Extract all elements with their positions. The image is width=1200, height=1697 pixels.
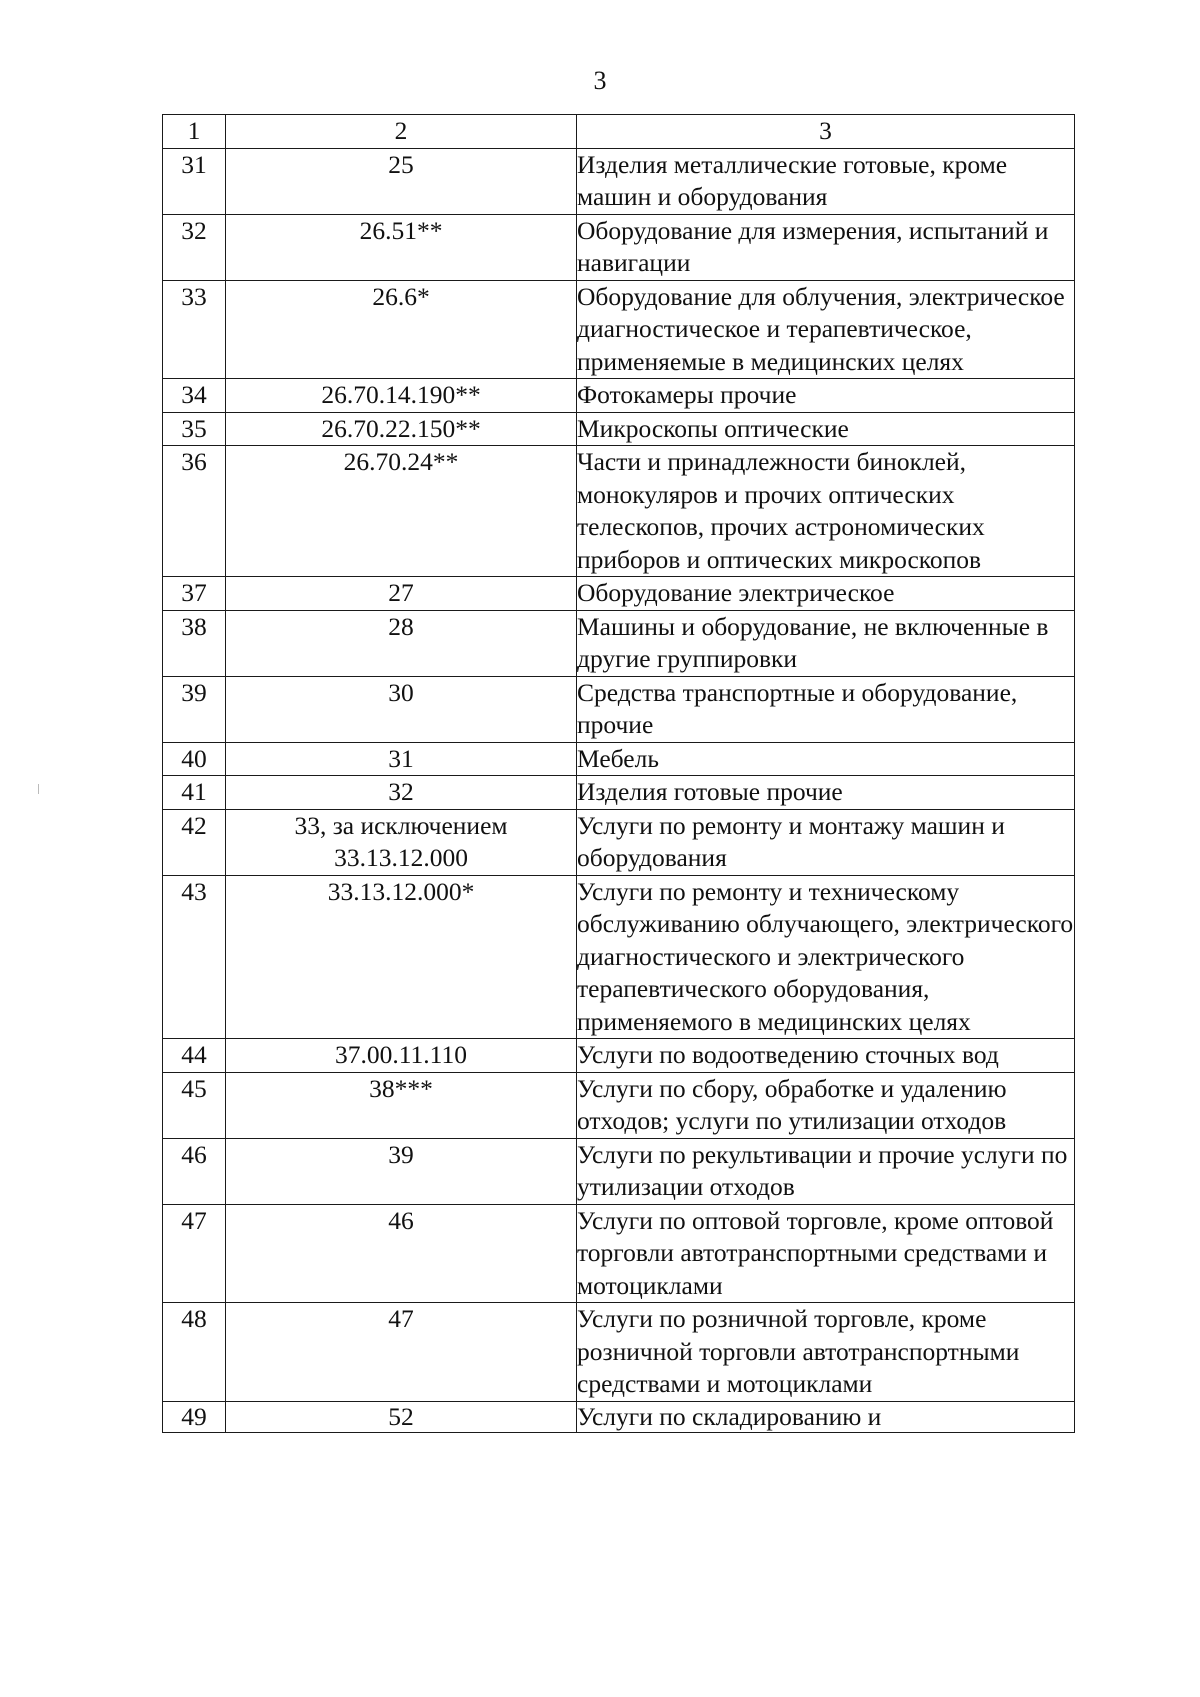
row-code: 33.13.12.000* [226, 875, 577, 1039]
scan-artifact [38, 784, 39, 794]
row-description: Услуги по оптовой торговле, кроме оптовой торговли автотранспортными средствами и мотоциклами [577, 1204, 1075, 1303]
row-code: 26.6* [226, 280, 577, 379]
row-code: 52 [226, 1401, 577, 1432]
row-description: Услуги по ремонту и монтажу машин и оборудования [577, 809, 1075, 875]
table-row [163, 412, 1075, 446]
row-code: 27 [226, 577, 577, 611]
row-number: 38 [163, 610, 226, 676]
row-number: 35 [163, 412, 226, 446]
row-number: 36 [163, 446, 226, 577]
row-number: 42 [163, 809, 226, 875]
table-row [163, 1039, 1075, 1073]
row-description: Части и принадлежности биноклей, монокуляров и прочих оптических телескопов, прочих астрономических приборов и оптических микроскопов [577, 446, 1075, 577]
row-number: 37 [163, 577, 226, 611]
row-description: Фотокамеры прочие [577, 379, 1075, 413]
row-number: 44 [163, 1039, 226, 1073]
row-code: 37.00.11.110 [226, 1039, 577, 1073]
row-description: Услуги по рекультивации и прочие услуги по утилизации отходов [577, 1138, 1075, 1204]
table-row [163, 676, 1075, 742]
row-code: 30 [226, 676, 577, 742]
page-number: 3 [593, 66, 607, 95]
row-description: Оборудование для облучения, электрическое диагностическое и терапевтическое, применяемые в медицинских целях [577, 280, 1075, 379]
row-description: Изделия металлические готовые, кроме машин и оборудования [577, 148, 1075, 214]
header-cell-code: 2 [226, 115, 577, 149]
row-description: Услуги по ремонту и техническому обслуживанию облучающего, электрического диагностического и электрического терапевтического оборудования, применяемого в медицинских целях [577, 875, 1075, 1039]
row-number: 41 [163, 776, 226, 810]
row-number: 31 [163, 148, 226, 214]
row-description: Услуги по водоотведению сточных вод [577, 1039, 1075, 1073]
row-code: 33, за исключением 33.13.12.000 [226, 809, 577, 875]
table-row [163, 1303, 1075, 1402]
row-number: 49 [163, 1401, 226, 1432]
row-description: Оборудование для измерения, испытаний и навигации [577, 214, 1075, 280]
row-code: 46 [226, 1204, 577, 1303]
row-description: Услуги по складированию и [577, 1401, 1075, 1432]
row-number: 33 [163, 280, 226, 379]
header-cell-desc: 3 [577, 115, 1075, 149]
row-description: Услуги по сбору, обработке и удалению отходов; услуги по утилизации отходов [577, 1072, 1075, 1138]
table-row [163, 148, 1075, 214]
classification-table [162, 114, 1075, 1433]
table-row [163, 1204, 1075, 1303]
row-code: 32 [226, 776, 577, 810]
row-code: 26.70.24** [226, 446, 577, 577]
row-number: 43 [163, 875, 226, 1039]
table-row [163, 742, 1075, 776]
row-number: 39 [163, 676, 226, 742]
table-row [163, 577, 1075, 611]
row-number: 40 [163, 742, 226, 776]
table-row [163, 809, 1075, 875]
row-number: 46 [163, 1138, 226, 1204]
row-description: Услуги по розничной торговле, кроме розничной торговли автотранспортными средствами и мотоциклами [577, 1303, 1075, 1402]
table-row [163, 280, 1075, 379]
row-code: 28 [226, 610, 577, 676]
row-description: Мебель [577, 742, 1075, 776]
row-code: 26.70.14.190** [226, 379, 577, 413]
row-code: 26.70.22.150** [226, 412, 577, 446]
table-row [163, 875, 1075, 1039]
table-row [163, 379, 1075, 413]
row-code: 31 [226, 742, 577, 776]
row-description: Машины и оборудование, не включенные в другие группировки [577, 610, 1075, 676]
table-row [163, 446, 1075, 577]
row-code: 47 [226, 1303, 577, 1402]
row-code: 39 [226, 1138, 577, 1204]
row-number: 45 [163, 1072, 226, 1138]
table-row [163, 214, 1075, 280]
row-description: Средства транспортные и оборудование, прочие [577, 676, 1075, 742]
row-number: 48 [163, 1303, 226, 1402]
row-number: 32 [163, 214, 226, 280]
header-cell-num: 1 [163, 115, 226, 149]
row-number: 34 [163, 379, 226, 413]
row-description: Оборудование электрическое [577, 577, 1075, 611]
row-code: 25 [226, 148, 577, 214]
table-row [163, 1138, 1075, 1204]
table-row [163, 1401, 1075, 1432]
table-row [163, 776, 1075, 810]
row-code: 26.51** [226, 214, 577, 280]
row-description: Микроскопы оптические [577, 412, 1075, 446]
table-row [163, 1072, 1075, 1138]
row-description: Изделия готовые прочие [577, 776, 1075, 810]
table-row [163, 610, 1075, 676]
row-code: 38*** [226, 1072, 577, 1138]
row-number: 47 [163, 1204, 226, 1303]
table-header-row [163, 115, 1075, 149]
